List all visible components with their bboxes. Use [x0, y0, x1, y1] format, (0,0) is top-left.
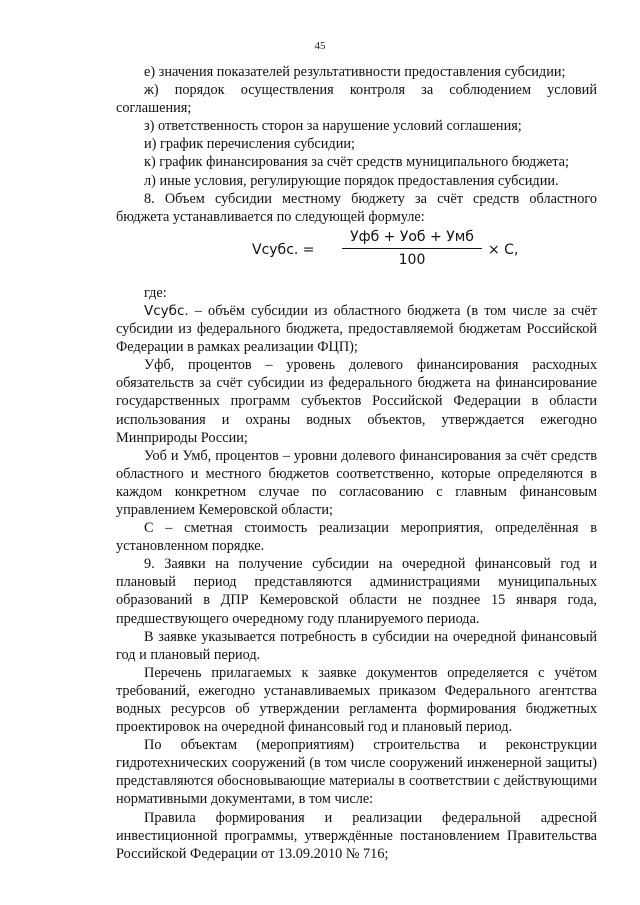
page-number: 45: [314, 40, 326, 52]
v-symbol: Vсубс.: [144, 302, 189, 319]
definition-v-subs: [116, 302, 597, 356]
formula-lhs: Vсубс. =: [252, 241, 315, 258]
paragraph-item-e: е) значения показателей результативности предоставления субсидии;: [144, 64, 566, 80]
paragraph-documents-list: Перечень прилагаемых к заявке документов определяется с учётом требований, ежегодно устанавливаемых приказом Федерального агентства водных ресурсов об утверждении регламента формирования бюджетных проектировок на очередной финансовый год и плановый период.: [116, 664, 597, 736]
paragraph-item-l: л) иные условия, регулирующие порядок предоставления субсидии.: [144, 172, 559, 189]
paragraph-section-9: 9. Заявки на получение субсидии на очередной финансовый год и плановый период представляются администрациями муниципальных образований в ДПР Кемеровской области не позднее 15 января года, предшествующего очередному году планируемого периода.: [116, 556, 597, 627]
document-body: [116, 63, 597, 863]
formula-denominator: 100: [398, 251, 426, 268]
definition-c: С – сметная стоимость реализации мероприятия, определённая в установленном порядке.: [116, 520, 597, 555]
paragraph-item-z: з) ответственность сторон за нарушение условий соглашения;: [144, 118, 522, 135]
paragraph-item-i: и) график перечисления субсидии;: [144, 136, 355, 153]
formula-rhs: × С,: [488, 241, 519, 258]
definition-uob-umb: Уоб и Умб, процентов – уровни долевого финансирования за счёт средств областного и местного бюджетов соответственно, которые определяются в каждом конкретном случае по согласованию с главным финансовым управлением Кемеровской области;: [116, 447, 597, 518]
subsidy-formula: [116, 228, 597, 278]
v-definition: – объём субсидии из областного бюджета (в том числе за счёт субсидии из федерального бюджета, предоставляемой бюджетам Российской Федерации в рамках реализации ФЦП);: [116, 302, 597, 356]
paragraph-construction-objects: По объектам (мероприятиям) строительства и реконструкции гидротехнических сооружений (в том числе сооружений инженерной защиты) представляются обосновывающие материалы в соответствии с действующими нормативными документами, в том числе:: [116, 737, 597, 808]
paragraph-request-need: В заявке указывается потребность в субсидии на очередной финансовый год и плановый период.: [116, 628, 597, 663]
paragraph-section-8: 8. Объем субсидии местному бюджету за счёт средств областного бюджета устанавливается по следующей формуле:: [116, 190, 597, 225]
paragraph-rules-faip: Правила формирования и реализации федеральной адресной инвестиционной программы, утверждённые постановлением Правительства Российской Федерации от 13.09.2010 № 716;: [116, 809, 597, 862]
formula-fraction: [342, 228, 482, 269]
paragraph-item-k: к) график финансирования за счёт средств муниципального бюджета;: [144, 154, 570, 171]
formula-numerator: Уфб + Уоб + Умб: [342, 228, 482, 249]
paragraph-item-zh: ж) порядок осуществления контроля за соблюдением условий соглашения;: [116, 82, 597, 117]
where-label: где:: [144, 284, 167, 301]
definition-ufb: Уфб, процентов – уровень долевого финансирования расходных обязательств за счёт субсидии из федерального бюджета на финансирование государственных программ субъектов Российской Федерации в области использования и охраны водных объектов, утверждается ежегодно Минприроды России;: [116, 357, 597, 446]
